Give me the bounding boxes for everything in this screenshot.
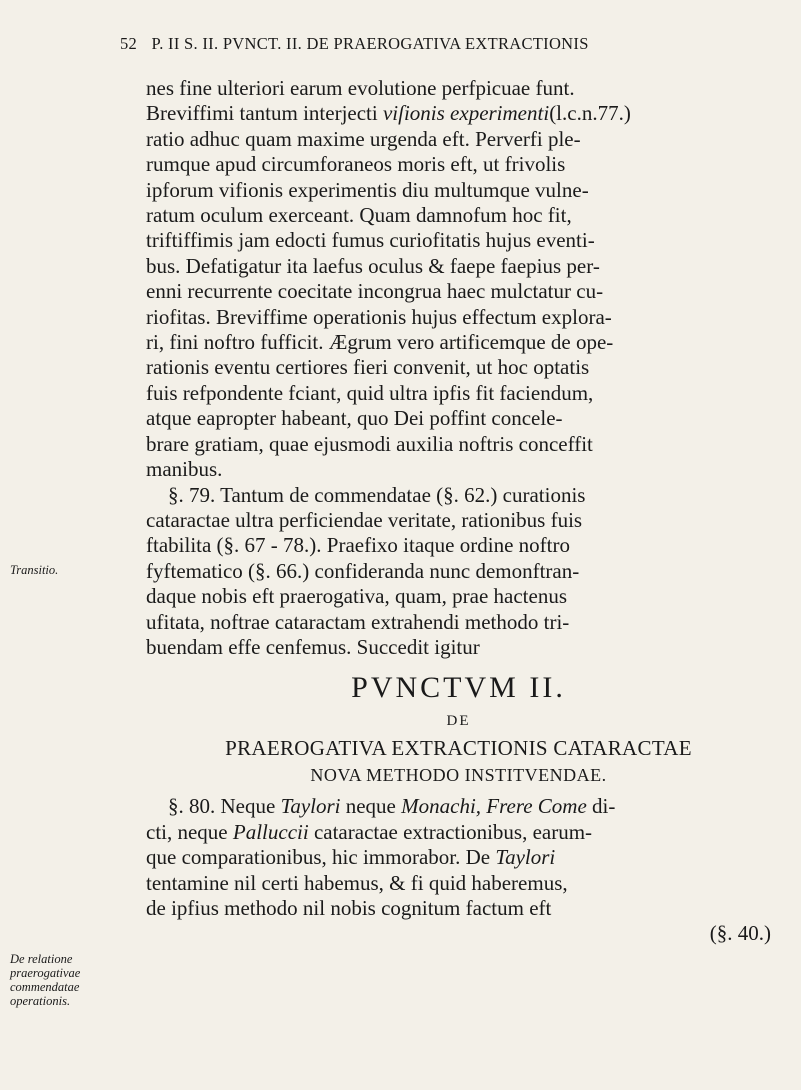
text-line: Breviffimi tantum interjecti viſionis experimenti(l.c.n.77.) [146, 101, 631, 126]
section-heading-de: DE [446, 713, 471, 730]
text-line: fuis refpondente fciant, quid ultra ipfis fit faciendum, [146, 380, 594, 405]
text-line: daque nobis eft praerogativa, quam, prae hactenus [146, 584, 567, 609]
running-head [120, 34, 770, 54]
text-line: atque eapropter habeant, quo Dei poffint concele- [146, 406, 563, 431]
text-line: ufitata, noftrae cataractam extrahendi methodo tri- [146, 609, 570, 634]
body-text [146, 76, 771, 947]
text-line: ratum oculum exerceant. Quam damnofum hoc fit, [146, 203, 572, 228]
margin-note-de-relatione: De relatione praerogativae commendatae operationis. [10, 952, 81, 1008]
text-line: ratio adhuc quam maxime urgenda eft. Perverfi ple- [146, 126, 581, 151]
text-line: cataractae ultra perficiendae veritate, rationibus fuis [146, 507, 583, 532]
text-line: ipforum vifionis experimentis diu multumque vulne- [146, 177, 589, 202]
page-number: 52 [120, 34, 138, 53]
catchword: (§. 40.) [709, 921, 771, 946]
section-heading-punctum: PVNCTVM II. [351, 671, 566, 705]
text-line: fyftematico (§. 66.) confideranda nunc demonftran- [146, 558, 580, 583]
text-line: de ipfius methodo nil nobis cognitum factum eft [146, 895, 552, 920]
paragraph-79-start: §. 79. Tantum de commendatae (§. 62.) curationis [168, 482, 586, 507]
text-line: bus. Defatigatur ita laefus oculus & faepe faepius per- [146, 253, 600, 278]
text-line: manibus. [146, 457, 223, 482]
text-line: riofitas. Breviffime operationis hujus effectum explora- [146, 304, 612, 329]
section-heading-title: PRAEROGATIVA EXTRACTIONIS CATARACTAE [225, 736, 692, 761]
text-line: buendam effe cenfemus. Succedit igitur [146, 634, 480, 659]
text-line: triftiffimis jam edocti fumus curiofitatis hujus eventi- [146, 228, 595, 253]
margin-note-transitio: Transitio. [10, 563, 59, 577]
text-line: ftabilita (§. 67 - 78.). Praefixo itaque ordine noftro [146, 533, 570, 558]
text-line: tentamine nil certi habemus, & fi quid haberemus, [146, 870, 568, 895]
paragraph-80-start: §. 80. Neque Taylori neque Monachi, Frere Come di- [168, 794, 616, 819]
text-line: nes fine ulteriori earum evolutione perfpicuae funt. [146, 76, 575, 100]
text-line: rumque apud circumforaneos moris eft, ut frivolis [146, 152, 566, 177]
text-line: rationis eventu certiores fieri convenit, ut hoc optatis [146, 355, 590, 380]
text-line: ri, fini noftro fufficit. Ægrum vero artificemque de ope- [146, 330, 614, 355]
text-line: cti, neque Palluccii cataractae extractionibus, earum- [146, 819, 593, 844]
text-line: enni recurrente coecitate incongrua haec mulctatur cu- [146, 279, 604, 304]
text-line: que comparationibus, hic immorabor. De Taylori [146, 845, 556, 870]
running-title: P. II S. II. PVNCT. II. DE PRAEROGATIVA EXTRACTIONIS [151, 34, 589, 53]
text-line: brare gratiam, quae ejusmodi auxilia noftris conceffit [146, 431, 593, 456]
section-heading-subtitle: NOVA METHODO INSTITVENDAE. [310, 765, 607, 786]
